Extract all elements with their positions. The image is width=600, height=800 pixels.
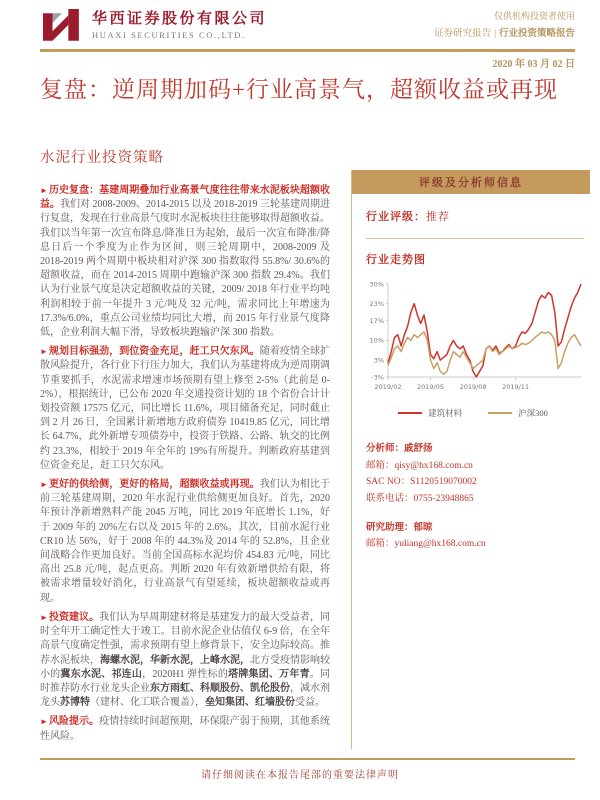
analyst-detail: 联系电话：0755-23948865: [366, 493, 474, 504]
svg-text:2019/11: 2019/11: [502, 383, 530, 391]
main-content: [40, 170, 578, 749]
paragraph-text: 北方受疫情影响较小的: [40, 654, 330, 680]
rating-value: 推荐: [426, 211, 450, 223]
analyst-detail: 邮箱：qisy@hx168.com.cn: [366, 460, 473, 471]
paragraph-text: 我们认为早周期建材将是基建发力的最大受益者，同时全年开工确定性大于竣工。目前水泥企业估值仅 6-9 倍，在全年高景气度确定性强，需求预期有望上修背景下，安全边际较高。推荐水泥板块，: [40, 611, 331, 666]
trend-chart: [362, 277, 584, 419]
analyst-block: [366, 520, 584, 553]
legend-swatch: [488, 412, 512, 414]
paragraph-text: 受益。: [295, 697, 325, 709]
header-meta: [434, 12, 575, 48]
trend-chart-title: 行业走势图: [366, 254, 426, 266]
report-subtype: 行业投资策略报告: [498, 29, 575, 39]
svg-text:2019/05: 2019/05: [416, 383, 445, 391]
svg-text:23%: 23%: [369, 300, 384, 308]
separator: |: [494, 29, 496, 39]
report-paragraph: [40, 478, 330, 606]
footer-disclaimer: 请仔细阅读在本报告尾部的重要法律声明: [201, 770, 399, 781]
paragraph-lead: 规划目标强劲，到位资金充足，赶工只欠东风。: [48, 346, 260, 358]
legend-swatch: [398, 412, 422, 414]
analyst-info: [366, 441, 584, 553]
paragraph-lead: 更好的供给侧，更好的格局，超额收益或再现。: [48, 479, 260, 491]
highlighted-text: 塔牌集团、万年青: [228, 668, 310, 680]
header-divider: [40, 49, 575, 52]
svg-text:10%: 10%: [369, 336, 384, 345]
analyst-name: 研究助理：郁晾: [366, 522, 433, 533]
paragraph-lead: 投资建议。: [48, 611, 100, 623]
company-name-en: HUAXI SECURITIES CO.,LTD.: [92, 30, 246, 40]
highlighted-text: 苏博特: [60, 697, 90, 709]
legend-label: 建筑材料: [428, 408, 463, 418]
bullet-triangle-icon: ►: [40, 612, 48, 622]
analyst-name: 分析师：戚舒扬: [366, 444, 433, 454]
report-subtitle: 水泥行业投资策略: [40, 150, 164, 166]
huaxi-logo-icon: [40, 8, 84, 46]
paragraph-text: 。同时推荐防水行业龙头企业: [40, 668, 331, 694]
report-paragraph: [40, 184, 330, 340]
report-header: [40, 8, 575, 48]
bullet-triangle-icon: ►: [40, 717, 48, 727]
legend-label: 沪深300: [518, 408, 548, 418]
paragraph-text: （建材、化工联合覆盖），: [90, 697, 205, 709]
rating-label: 行业评级：: [366, 211, 426, 223]
summary-column: [40, 170, 330, 749]
svg-text:-3%: -3%: [371, 373, 384, 382]
report-paragraph: [40, 611, 330, 710]
analyst-detail: SAC NO：S1120519070002: [366, 477, 477, 488]
analyst-block: [366, 441, 584, 508]
report-title: 复盘：逆周期加码+行业高景气，超额收益或再现: [40, 77, 558, 102]
paragraph-text: 我们对 2008-2009、2014-2015 以及 2018-2019 三轮基建周期进行复盘，发现在行业高景气度时水泥板块往往能够取得超额收益。我们以当年第一次宣布降息/降准日为起始，最后一次宣布降准/降息日后一个季度为止作为区间，则三轮周期中，2008-2009 及 2018-2019 两个周期中板块相对沪深 300 指数取得 55.8%/ 30.6%的超额收益，而在 2014-2015 周期中跑输沪深 300 指数 29.4%。我们认为行业景气度是决定超额收益的关键，2009/ 2018 年行业平均吨利润相较于前一年提升 3 元/吨及 32 元/吨，需求同比上年增速为 17.3%/6.0%，重点公司业绩均同比大增，而 2015 年行业景气度降低，企业利润大幅下滑，导致板块跑输沪深 300 指数。: [40, 199, 330, 339]
highlighted-text: 冀东水泥、祁连山: [60, 668, 143, 680]
sidebar-divider: [366, 238, 584, 239]
report-type-line: [434, 30, 575, 40]
legend-item: [488, 407, 548, 419]
svg-text:2019/02: 2019/02: [374, 383, 402, 391]
sidebar-header: 评级及分析师信息: [352, 170, 590, 194]
paragraph-text: ，减水剂龙头: [40, 682, 330, 709]
highlighted-text: 海螺水泥，华新水泥，上峰水泥，: [100, 654, 250, 666]
bullet-triangle-icon: ►: [40, 480, 48, 490]
report-date: 2020 年 03 月 02 日: [492, 59, 575, 70]
audience-notice: 仅供机构投资者使用: [493, 11, 575, 21]
company-name-cn: 华西证券股份有限公司: [92, 11, 268, 27]
report-type: 证券研究报告: [434, 29, 492, 39]
bullet-triangle-icon: ►: [40, 186, 48, 195]
sidebar-body: [352, 194, 590, 553]
paragraph-lead: 历史复盘：基建周期叠加行业高景气度往往带来水泥板块超额收益。: [40, 185, 330, 211]
paragraph-text: 疫情持续时间超预期，环保限产弱于预期，其他系统性风险。: [40, 716, 331, 742]
analyst-detail: 邮箱：yuliang@hx168.com.cn: [366, 539, 486, 550]
report-paragraph: [40, 715, 330, 743]
highlighted-text: 垒知集团、红墙股份: [205, 697, 295, 709]
paragraph-text: ，2020H1 弹性标的: [142, 668, 229, 680]
svg-text:2019/08: 2019/08: [459, 383, 487, 391]
chart-legend: [362, 407, 584, 419]
svg-text:17%: 17%: [369, 316, 384, 325]
paragraph-lead: 风险提示。: [48, 716, 100, 728]
paragraph-text: 随着疫情全球扩散风险提升，各行业下行压力加大，我们认为基建将成为逆周期调节重要抓手，水泥需求增速市场预期有望上修至 2-5%（此前是 0-2%），根据统计，已公布 2020 年交通投资计划的 18 个省份合计计划投资额 17575 亿元，同比增长 11.6%，项目储备充足，同时截止到 2 月 26 日，全国累计新增地方政府债券 10419.85 亿元，同比增长 64.7%，此外新增专项债券中，投资于铁路、公路、轨交的比例约 23.3%，相较于 2019 年全年的 19%有所提升。判断政府基建到位资金充足，赶工只欠东风。: [40, 346, 331, 471]
highlighted-text: 东方雨虹、科顺股份、凯伦股份: [150, 682, 290, 694]
report-paragraph: [40, 345, 330, 473]
bullet-triangle-icon: ►: [40, 347, 48, 357]
paragraph-text: 我们认为相比于前三轮基建周期，2020 年水泥行业供给侧更加良好。首先，2020 年预计净新增熟料产能 2045 万吨，同比 2019 年底增长 1.1%，好于 2009 年的 20%左右以及 2015 年的 2.6%。其次，目前水泥行业 CR10 达 56%，好于 2008 年的 44.3%及 2014 年的 52.8%，且企业间战略合作更加良好。当前全国高标水泥均价 454.83 元/吨，同比高出 25.8 元/吨，起点更高。判断 2020 年有效新增供给有限，将被需求增量较好消化，行业高景气有望延续，板块超额收益或再现。: [40, 479, 331, 604]
footer-divider: [40, 758, 575, 760]
header-brand: [40, 8, 267, 48]
svg-text:30%: 30%: [369, 280, 384, 289]
rating-analyst-sidebar: [351, 170, 590, 749]
legend-item: [398, 407, 462, 419]
company-name-block: [92, 8, 267, 40]
industry-rating: [366, 208, 584, 224]
svg-text:3%: 3%: [373, 356, 384, 365]
